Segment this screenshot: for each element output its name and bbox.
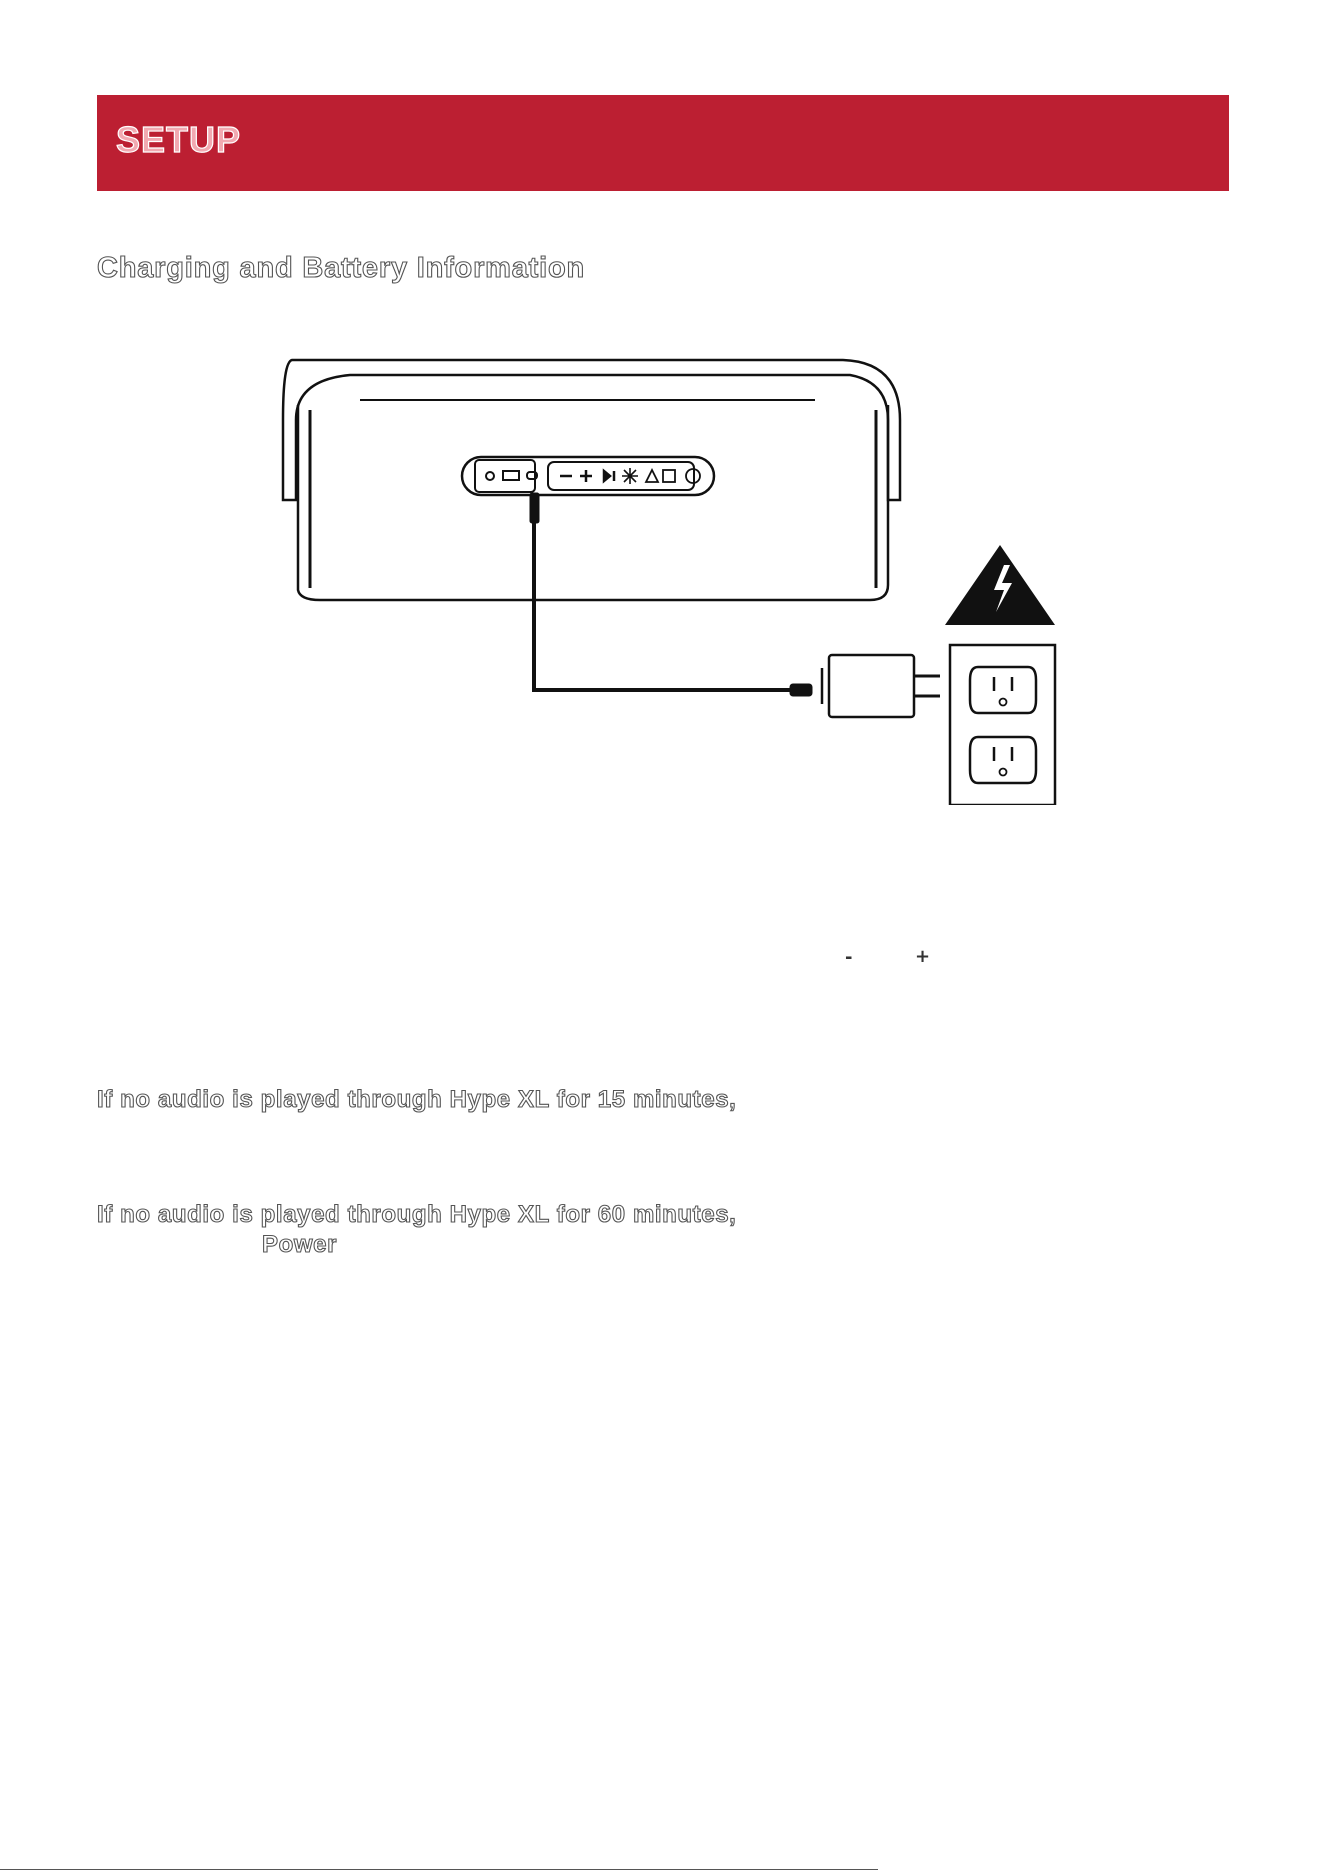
auto-standby-text: If no audio is played through Hype XL for 15 minutes, xyxy=(97,1086,737,1113)
volume-down-glyph: - xyxy=(845,947,853,968)
page-title: SETUP xyxy=(116,119,242,160)
usb-c-cable-icon xyxy=(530,493,812,696)
auto-off-continuation: Power xyxy=(262,1231,338,1258)
footer-rule xyxy=(0,1869,878,1870)
wall-adapter-icon xyxy=(822,655,940,717)
electrical-hazard-icon xyxy=(945,545,1055,625)
speaker-rear-panel-icon xyxy=(283,360,900,600)
wall-outlet-icon xyxy=(950,645,1055,805)
charging-illustration xyxy=(270,350,1060,805)
auto-off-text: If no audio is played through Hype XL for 60 minutes, xyxy=(97,1201,737,1228)
section-heading: Charging and Battery Information xyxy=(97,252,586,284)
header-banner xyxy=(97,95,1229,191)
volume-up-glyph: + xyxy=(915,946,931,967)
